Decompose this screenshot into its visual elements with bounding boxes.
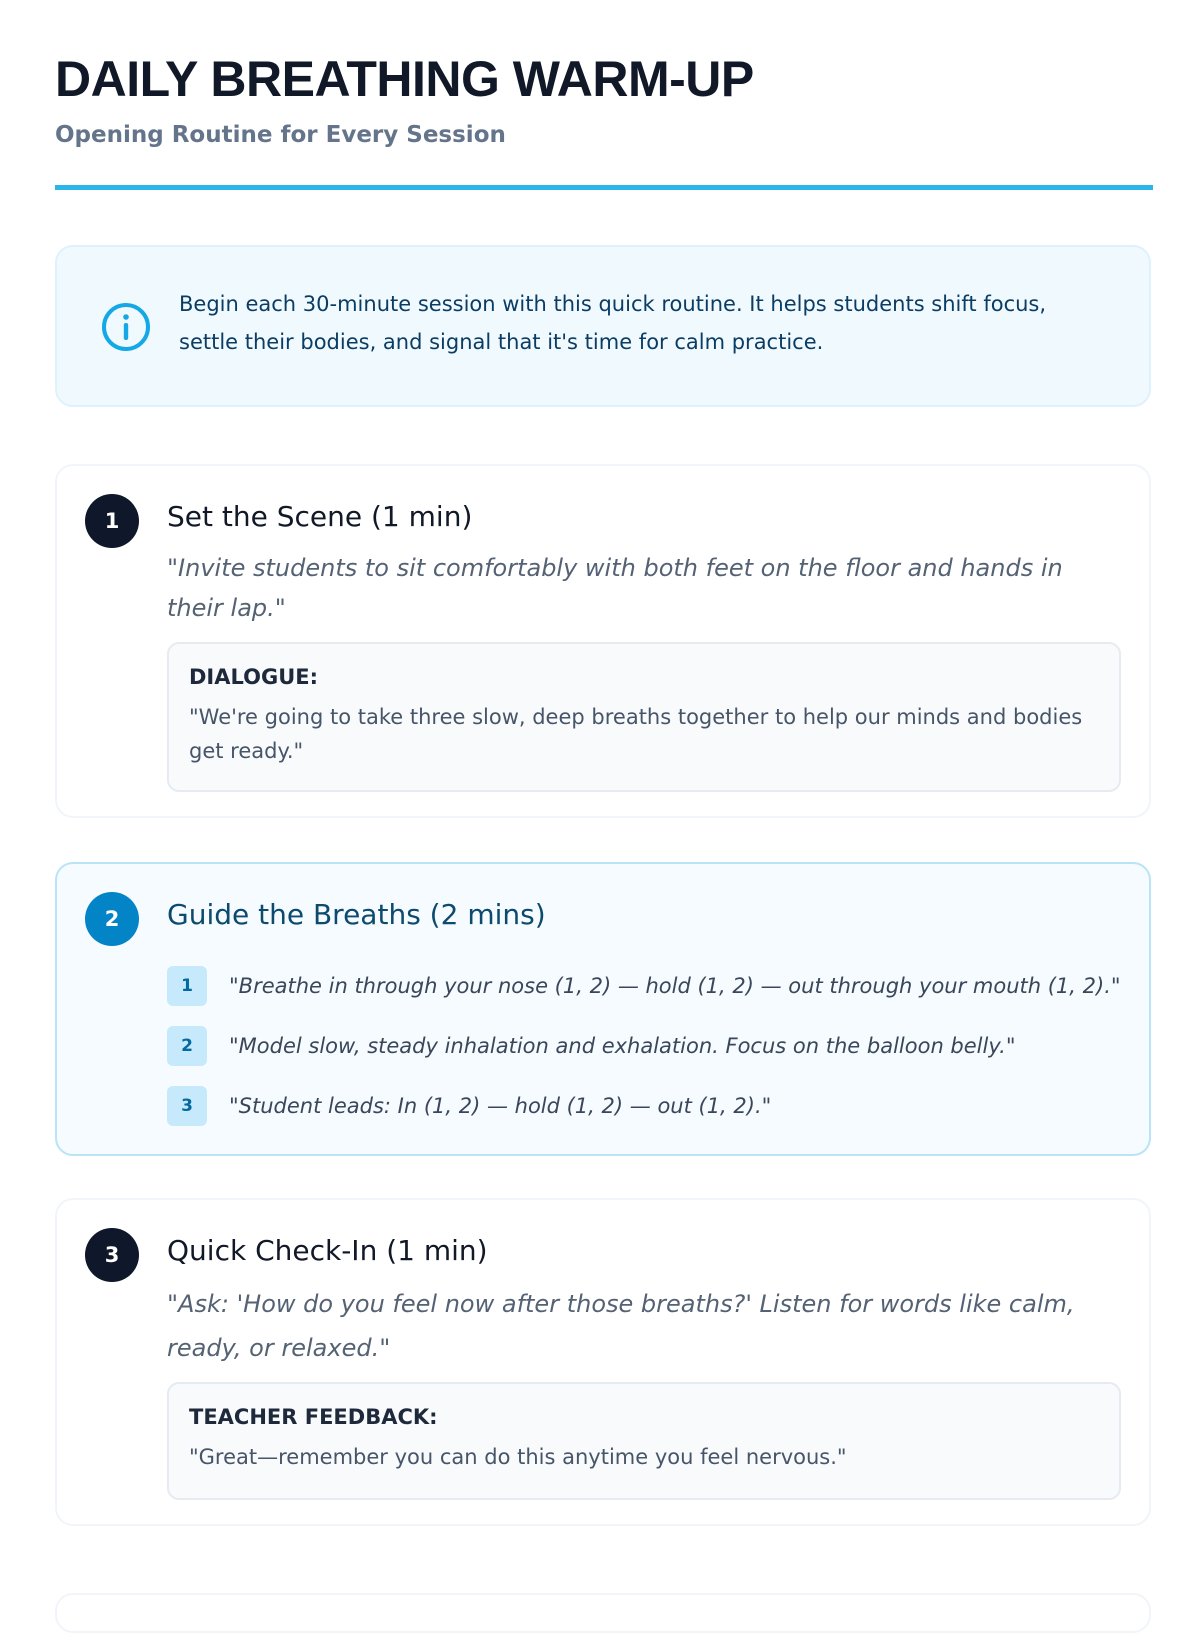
section-quote: "Ask: 'How do you feel now after those breaths?' Listen for words like calm, ready, or relaxed."	[167, 1290, 1075, 1362]
info-text: Begin each 30-minute session with this quick routine. It helps students shift focus, settle their bodies, and signal that it's time for calm practice.	[179, 292, 1047, 354]
feedback-text: "Great—remember you can do this anytime you feel nervous."	[189, 1445, 847, 1469]
page-title: DAILY BREATHING WARM-UP	[55, 51, 754, 107]
section-number-badge: 1	[85, 494, 139, 548]
breath-step	[167, 1026, 1127, 1066]
next-section-card	[55, 1593, 1151, 1633]
breath-step	[167, 1086, 1127, 1126]
step-number-badge: 2	[167, 1026, 207, 1066]
dialogue-label: DIALOGUE:	[189, 665, 319, 689]
info-icon	[100, 301, 152, 353]
step-text: "Student leads: In (1, 2) — hold (1, 2) — out (1, 2)."	[229, 1094, 772, 1118]
section-number-badge: 2	[85, 892, 139, 946]
section-guide-the-breaths	[55, 862, 1151, 1156]
info-callout	[55, 245, 1151, 407]
section-quick-check-in	[55, 1198, 1151, 1526]
dialogue-box	[167, 642, 1121, 792]
section-title: Set the Scene (1 min)	[167, 500, 473, 533]
section-title: Guide the Breaths (2 mins)	[167, 898, 546, 931]
section-set-the-scene	[55, 464, 1151, 818]
section-quote: "Invite students to sit comfortably with both feet on the floor and hands in their lap."	[167, 554, 1063, 622]
step-number-badge: 1	[167, 966, 207, 1006]
section-title: Quick Check-In (1 min)	[167, 1234, 488, 1267]
page-subtitle: Opening Routine for Every Session	[55, 122, 506, 148]
teacher-feedback-box	[167, 1382, 1121, 1500]
section-number-badge: 3	[85, 1228, 139, 1282]
step-text: "Breathe in through your nose (1, 2) — hold (1, 2) — out through your mouth (1, 2)."	[229, 974, 1121, 998]
step-text: "Model slow, steady inhalation and exhalation. Focus on the balloon belly."	[229, 1034, 1016, 1058]
feedback-label: TEACHER FEEDBACK:	[189, 1405, 438, 1429]
dialogue-text: "We're going to take three slow, deep breaths together to help our minds and bodies get ready."	[189, 705, 1083, 763]
breath-step	[167, 966, 1127, 1006]
header-divider	[55, 185, 1153, 190]
step-number-badge: 3	[167, 1086, 207, 1126]
